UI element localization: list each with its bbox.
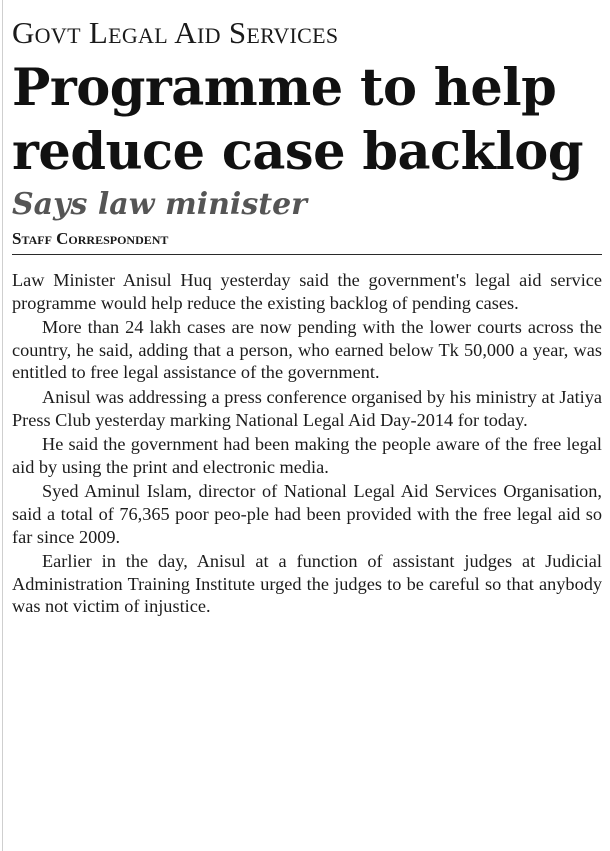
paragraph-4: He said the government had been making the people aware of the free legal aid by using the print and electronic media. (12, 434, 602, 477)
article-kicker: Govt Legal Aid Services (12, 15, 339, 50)
paragraph-6: Earlier in the day, Anisul at a function of assistant judges at Judicial Administration Training Institute urged the judges to be careful so that anybody was not victim of injustice. (12, 551, 602, 617)
headline-line-1: Programme to help (12, 58, 557, 118)
paragraph-5: Syed Aminul Islam, director of National Legal Aid Services Organisation, said a total of 76,365 poor peo-ple had been provided with the free legal aid so far since 2009. (12, 481, 602, 547)
article-subheadline: Says law minister (12, 187, 307, 222)
article-byline: Staff Correspondent (12, 228, 602, 255)
clipping-edge-divider (2, 0, 3, 851)
article-headline (12, 56, 602, 184)
headline-line-2: reduce case backlog (12, 122, 583, 182)
paragraph-2: More than 24 lakh cases are now pending with the lower courts across the country, he said, adding that a person, who earned below Tk 50,000 a year, was entitled to free legal assistance of the government. (12, 317, 602, 383)
article-body (12, 269, 602, 618)
paragraph-3: Anisul was addressing a press conference organised by his ministry at Jatiya Press Club yesterday marking National Legal Aid Day-2014 for today. (12, 386, 602, 430)
paragraph-1: Law Minister Anisul Huq yesterday said the government's legal aid service programme would help reduce the existing backlog of pending cases. (12, 270, 602, 313)
